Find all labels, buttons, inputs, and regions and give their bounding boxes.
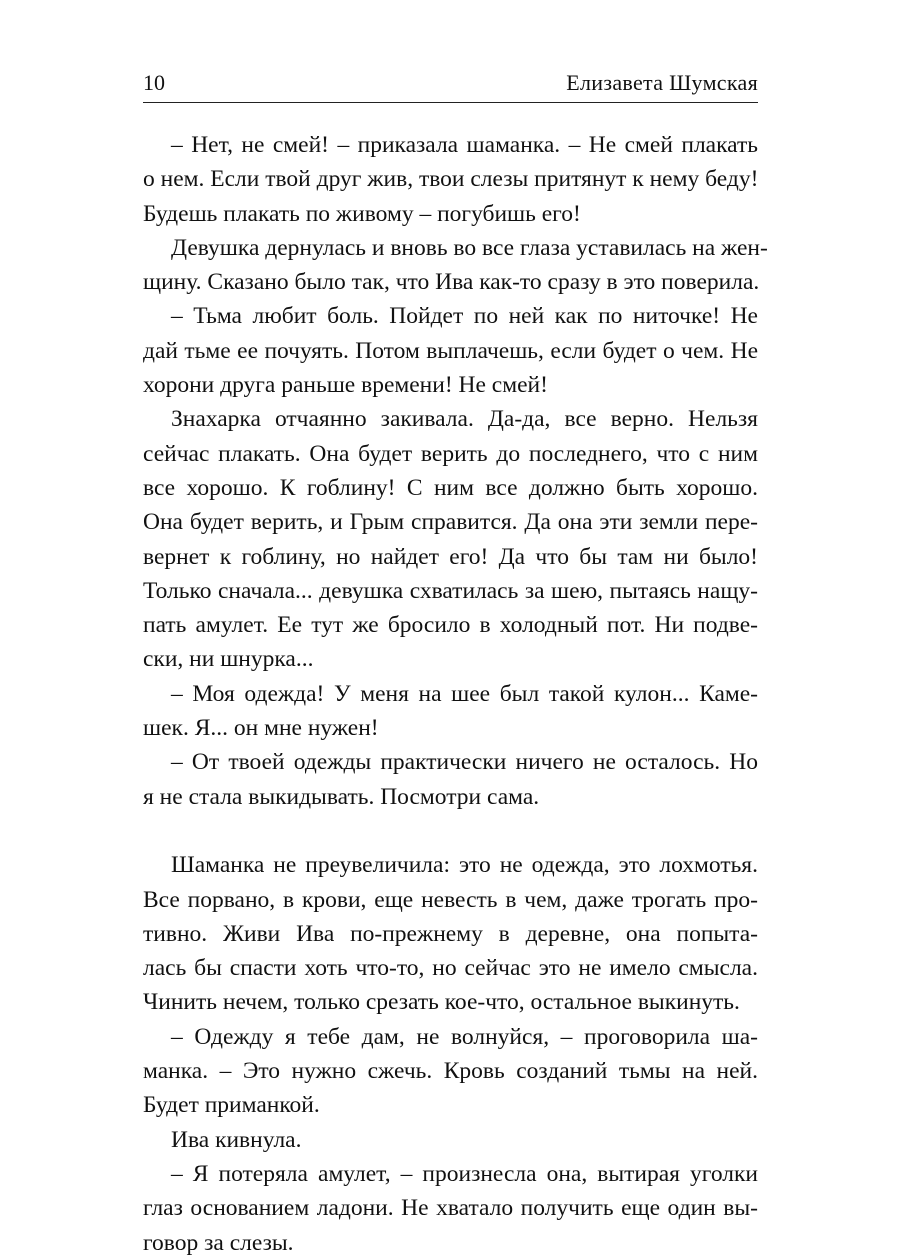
text-line: Ива кивнула. [171, 1126, 302, 1153]
text-line: Только сначала... девушка схватилась за шею, пытаясь нащу- [143, 577, 758, 604]
text-line: о нем. Если твой друг жив, твои слезы притянут к нему беду! [143, 166, 759, 193]
text-line: сейчас плакать. Она будет верить до последнего, что с ним [143, 440, 758, 467]
text-line: Шаманка не преувеличила: это не одежда, это лохмотья. [171, 852, 758, 879]
running-head-author: Елизавета Шумская [566, 70, 758, 95]
text-line: – От твоей одежды практически ничего не осталось. Но [171, 749, 758, 776]
text-line: Чинить нечем, только срезать кое-что, остальное выкинуть. [143, 989, 740, 1016]
text-line: я не стала выкидывать. Посмотри сама. [143, 783, 540, 810]
text-line: Все порвано, в крови, еще невесть в чем, даже трогать про- [143, 886, 758, 913]
text-line: Девушка дернулась и вновь во все глаза уставилась на жен- [171, 234, 768, 261]
text-line: – Одежду я тебе дам, не волнуйся, – проговорила ша- [171, 1023, 758, 1050]
text-line: – Тьма любит боль. Пойдет по ней как по ниточке! Не [171, 303, 758, 330]
text-line: щину. Сказано было так, что Ива как-то сразу в это поверила. [143, 269, 760, 296]
text-line: пать амулет. Ее тут же бросило в холодный пот. Ни подве- [143, 612, 758, 639]
page-header [143, 62, 758, 103]
text-line: – Нет, не смей! – приказала шаманка. – Не смей плакать [171, 132, 758, 158]
text-line: – Моя одежда! У меня на шее был такой кулон... Каме- [171, 680, 758, 707]
text-line: манка. – Это нужно сжечь. Кровь созданий тьмы на ней. [143, 1058, 758, 1085]
text-line: Будет приманкой. [143, 1092, 320, 1119]
text-line: вернет к гоблину, но найдет его! Да что бы там ни было! [143, 543, 758, 570]
text-line: дай тьме ее почуять. Потом выплачешь, если будет о чем. Не [143, 337, 758, 364]
text-line: – Я потеряла амулет, – произнесла она, вытирая уголки [171, 1160, 758, 1187]
text-line: Она будет верить, и Грым справится. Да она эти земли пере- [143, 509, 758, 536]
text-line: ски, ни шнурка... [143, 646, 314, 673]
page-number: 10 [143, 70, 165, 95]
text-line: Знахарка отчаянно закивала. Да-да, все верно. Нельзя [171, 406, 758, 433]
text-line: лась бы спасти хоть что-то, но сейчас это не имело смысла. [143, 955, 758, 982]
text-line: глаз основанием ладони. Не хватало получить еще один вы- [143, 1195, 758, 1222]
text-line: говор за слезы. [143, 1229, 294, 1256]
text-line: Будешь плакать по живому – погубишь его! [143, 200, 581, 227]
text-line: все хорошо. К гоблину! С ним все должно быть хорошо. [143, 474, 758, 501]
text-line: шек. Я... он мне нужен! [143, 715, 379, 742]
text-line: тивно. Живи Ива по-прежнему в деревне, она попыта- [143, 920, 758, 947]
section-break [143, 814, 758, 848]
text-line: хорони друга раньше времени! Не смей! [143, 372, 548, 399]
body-text [143, 128, 768, 1260]
